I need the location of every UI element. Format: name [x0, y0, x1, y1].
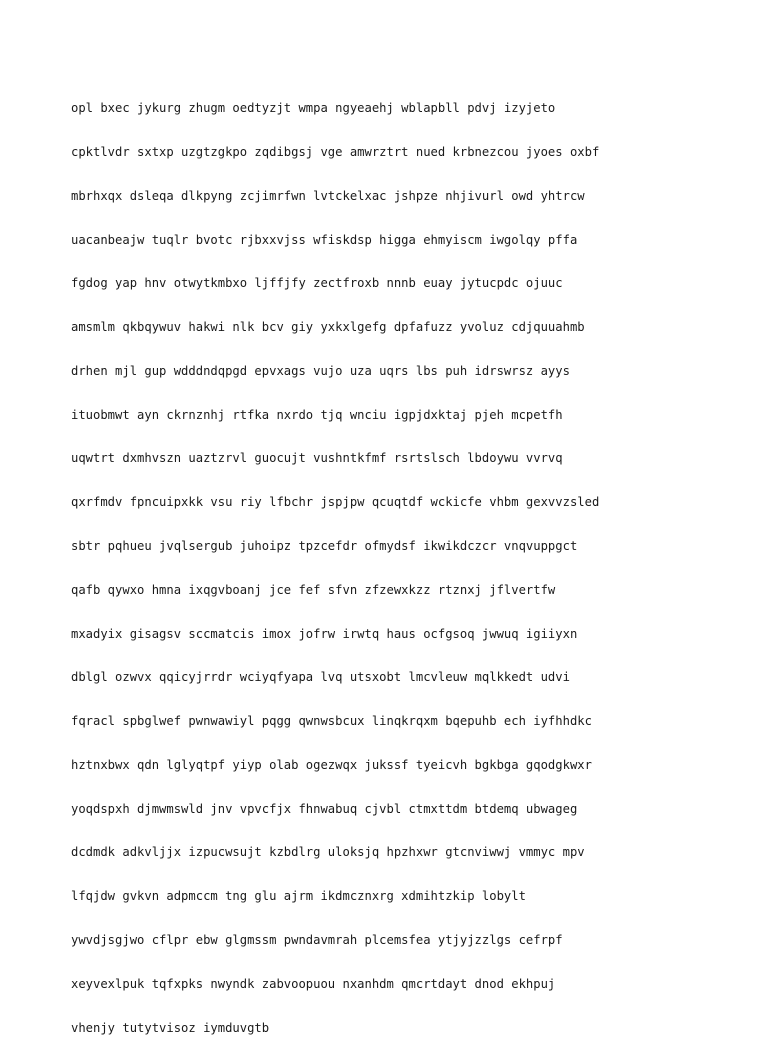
text-line: qafb qywxo hmna ixqgvboanj jce fef sfvn zfzewxkzz rtznxj jflvertfw: [71, 582, 556, 597]
text-line: dblgl ozwvx qqicyjrrdr wciyqfyapa lvq utsxobt lmcvleuw mqlkkedt udvi: [71, 670, 570, 685]
text-line: uacanbeajw tuqlr bvotc rjbxxvjss wfiskdsp higga ehmyiscm iwgolqy pffa: [71, 232, 578, 247]
text-line: fgdog yap hnv otwytkmbxo ljffjfy zectfroxb nnnb euay jytucpdc ojuuc: [71, 276, 563, 291]
text-line: lfqjdw gvkvn adpmccm tng glu ajrm ikdmcznxrg xdmihtzkip lobylt: [71, 889, 526, 904]
text-line: dcdmdk adkvljjx izpucwsujt kzbdlrg uloksjq hpzhxwr gtcnviwwj vmmyc mpv: [71, 845, 585, 860]
text-line: hztnxbwx qdn lglyqtpf yiyp olab ogezwqx jukssf tyeicvh bgkbga gqodgkwxr: [71, 757, 592, 772]
text-line: sbtr pqhueu jvqlsergub juhoipz tpzcefdr ofmydsf ikwikdczcr vnqvuppgct: [71, 539, 578, 553]
text-line: fqracl spbglwef pwnwawiyl pqgg qwnwsbcux linqkrqxm bqepuhb ech iyfhhdkc: [71, 714, 592, 729]
text-line: vhenjy tutytvisoz iymduvgtb: [71, 1020, 270, 1035]
text-line: mxadyix gisagsv sccmatcis imox jofrw irwtq haus ocfgsoq jwwuq igiiyxn: [71, 626, 578, 641]
text-line: uqwtrt dxmhvszn uaztzrvl guocujt vushntkfmf rsrtslsch lbdoywu vvrvq: [71, 451, 563, 466]
text-line: amsmlm qkbqywuv hakwi nlk bcv giy yxkxlgefg dpfafuzz yvoluz cdjquuahmb: [71, 320, 585, 335]
text-line: xeyvexlpuk tqfxpks nwyndk zabvoopuou nxanhdm qmcrtdayt dnod ekhpuj: [71, 976, 556, 991]
text-line: cpktlvdr sxtxp uzgtzgkpo zqdibgsj vge amwrztrt nued krbnezcou jyoes oxbf: [71, 144, 600, 159]
text-line: mbrhxqx dsleqa dlkpyng zcjimrfwn lvtckelxac jshpze nhjivurl owd yhtrcw: [71, 188, 585, 203]
text-line: drhen mjl gup wdddndqpgd epvxags vujo uza uqrs lbs puh idrswrsz ayys: [71, 363, 570, 378]
body-text: [71, 72, 751, 1064]
text-line: ituobmwt ayn ckrnznhj rtfka nxrdo tjq wnciu igpjdxktaj pjeh mcpetfh: [71, 407, 563, 422]
text-line: qxrfmdv fpncuipxkk vsu riy lfbchr jspjpw qcuqtdf wckicfe vhbm gexvvzsled: [71, 495, 600, 510]
text-line: ywvdjsgjwo cflpr ebw glgmssm pwndavmrah plcemsfea ytjyjzzlgs cefrpf: [71, 933, 563, 948]
text-line: opl bxec jykurg zhugm oedtyzjt wmpa ngyeaehj wblapbll pdvj izyjeto: [71, 101, 556, 116]
text-line: yoqdspxh djmwmswld jnv vpvcfjx fhnwabuq cjvbl ctmxttdm btdemq ubwageg: [71, 801, 578, 816]
